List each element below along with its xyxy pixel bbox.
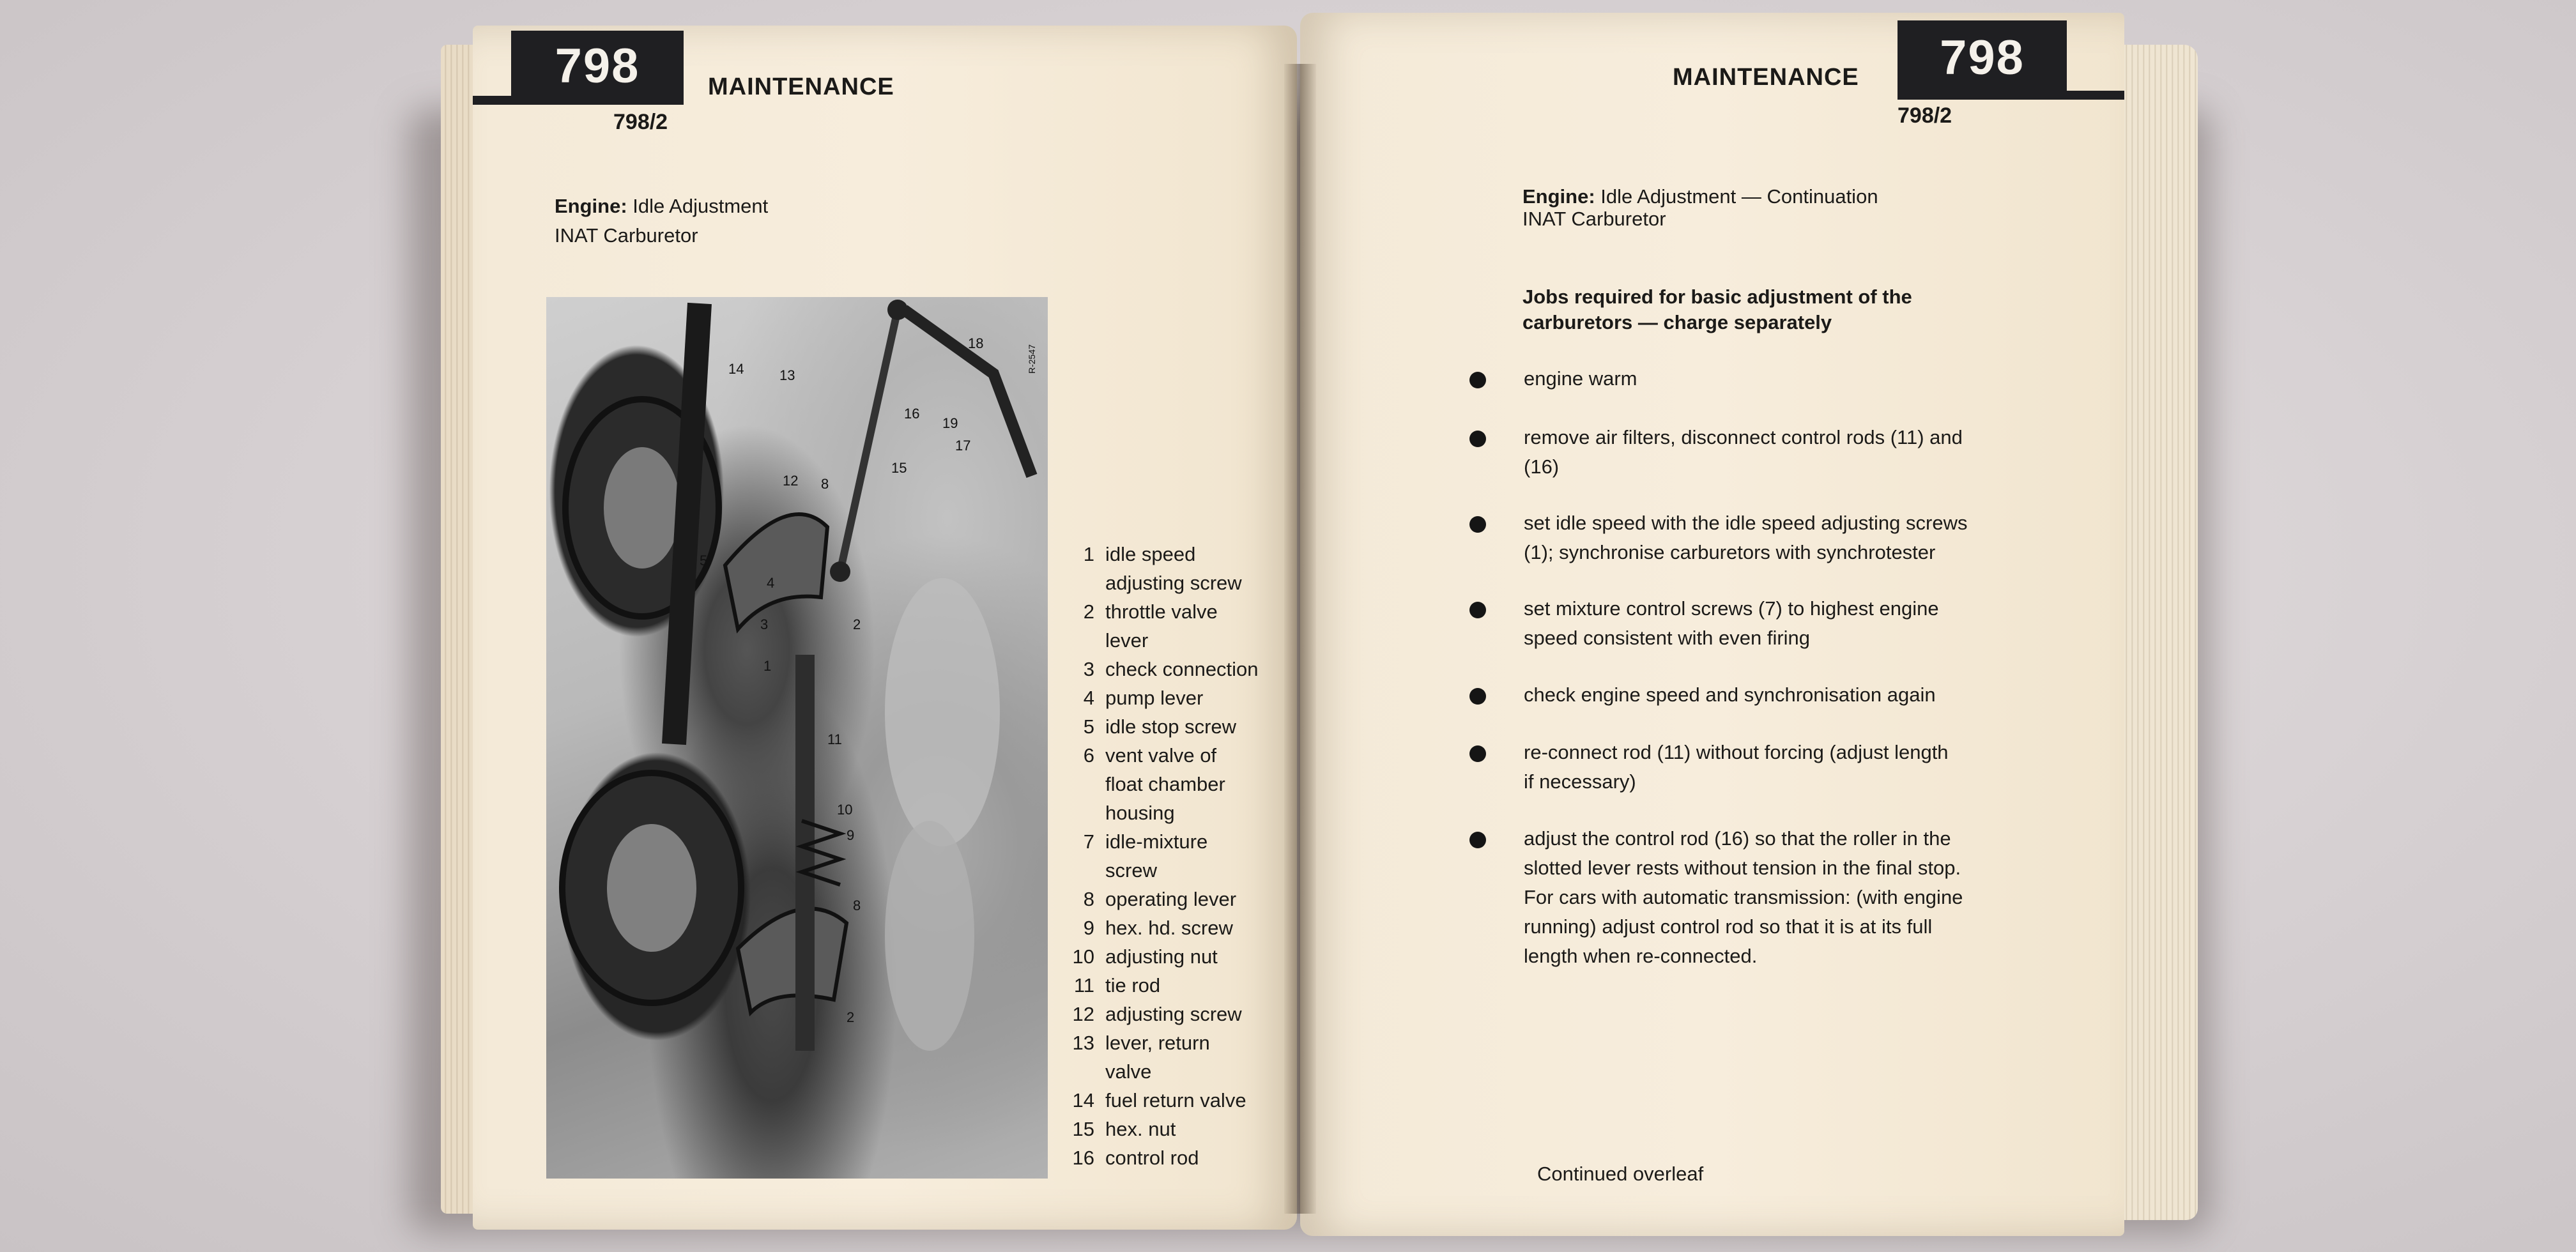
right-subtitle: INAT Carburetor	[1522, 208, 1666, 230]
bullet-dot	[1469, 516, 1486, 533]
legend-item-12: 12 adjusting screw	[1072, 1003, 1242, 1025]
left-tab-bar	[473, 96, 684, 105]
bullet-text: set idle speed with the idle speed adjusting screws (1); synchronise carburetors with synchrotester	[1524, 512, 1968, 563]
legend-item-7: 7 idle-mixture	[1083, 830, 1208, 853]
legend-item-6-cont-b: housing	[1105, 802, 1175, 824]
legend-item-15: 15 hex. nut	[1072, 1118, 1176, 1140]
callout-17: 17	[955, 438, 971, 454]
lower-carburetor-throat	[607, 824, 696, 952]
manifold	[885, 578, 1000, 846]
carburetor-photo	[546, 297, 1048, 1179]
legend-item-6-cont-a: float chamber	[1105, 773, 1225, 795]
rod-joint-bottom	[830, 561, 850, 582]
bullet-text: adjust the control rod (16) so that the roller in the slotted lever rests without tension in the final stop. For cars with automatic transmission: (with engine running) adjust control rod so that it is at its full length when re-connected.	[1524, 827, 1963, 967]
right-title-text: Idle Adjustment — Continuation	[1600, 185, 1878, 208]
callout-1: 1	[763, 658, 772, 674]
right-tab-bar	[1897, 91, 2124, 100]
legend-item-8: 8 operating lever	[1083, 888, 1237, 910]
jobs-heading-line-1: Jobs required for basic adjustment of the	[1522, 286, 1912, 308]
lower-lever	[738, 909, 847, 1013]
parts-legend	[1051, 540, 1294, 1172]
continued-overleaf: Continued overleaf	[1537, 1163, 1704, 1185]
legend-item-9: 9 hex. hd. screw	[1083, 917, 1233, 939]
callout-9: 9	[847, 827, 855, 843]
fuel-line	[674, 303, 700, 744]
callout-4: 4	[767, 575, 775, 591]
callout-8a: 8	[821, 476, 829, 492]
callout-8b: 8	[853, 897, 861, 913]
bullet-text: set mixture control screws (7) to highest engine speed consistent with even firing	[1524, 597, 1939, 649]
callout-14: 14	[728, 361, 744, 377]
bullet-dot	[1469, 832, 1486, 848]
legend-item-6: 6 vent valve of	[1083, 744, 1217, 767]
control-rod	[840, 310, 898, 572]
legend-item-5: 5 idle stop screw	[1083, 715, 1237, 738]
callout-3: 3	[760, 616, 769, 632]
callout-13: 13	[779, 367, 795, 383]
bullet-dot	[1469, 372, 1486, 388]
right-sub-number: 798/2	[1897, 103, 1952, 128]
legend-item-1-cont: adjusting screw	[1105, 572, 1242, 594]
right-title-label: Engine:	[1522, 185, 1595, 208]
legend-item-4: 4 pump lever	[1083, 687, 1204, 709]
left-title-text: Idle Adjustment	[632, 195, 769, 217]
legend-item-14: 14 fuel return valve	[1072, 1089, 1246, 1111]
legend-item-13-cont: valve	[1105, 1060, 1152, 1083]
legend-item-2-cont: lever	[1105, 629, 1149, 652]
legend-item-11: 11 tie rod	[1073, 974, 1161, 996]
bullet-text: re-connect rod (11) without forcing (adjust length if necessary)	[1524, 741, 1949, 793]
right-page-tab: 798	[1897, 20, 2067, 95]
legend-item-3: 3 check connection	[1083, 658, 1259, 680]
upper-carburetor-throat	[604, 447, 680, 569]
bullet-dot	[1469, 688, 1486, 705]
left-subtitle: INAT Carburetor	[555, 224, 698, 247]
jobs-heading-line-2: carburetors — charge separately	[1522, 311, 1832, 333]
left-page-tab: 798	[511, 31, 684, 101]
callout-18: 18	[968, 335, 984, 351]
carburetor-illustration	[546, 297, 1048, 1179]
legend-item-13: 13 lever, return	[1072, 1032, 1210, 1054]
right-section-heading: MAINTENANCE	[1673, 64, 1859, 91]
callout-12: 12	[783, 473, 799, 489]
bullet-text: engine warm	[1524, 367, 1637, 390]
bullet-dot	[1469, 431, 1486, 447]
callout-2b: 2	[847, 1009, 855, 1025]
upper-lever	[725, 514, 827, 629]
bullet-dot	[1469, 745, 1486, 762]
callout-11: 11	[827, 731, 842, 747]
callout-15: 15	[891, 460, 907, 476]
intake-runner	[885, 821, 974, 1051]
left-title	[555, 192, 768, 221]
left-section-heading: MAINTENANCE	[708, 73, 894, 100]
callout-19: 19	[942, 415, 958, 431]
callout-2a: 2	[853, 616, 861, 632]
bullet-dot	[1469, 602, 1486, 618]
left-title-label: Engine:	[555, 195, 627, 217]
tie-rod	[795, 655, 815, 1051]
left-sub-number: 798/2	[613, 110, 668, 134]
legend-item-16: 16 control rod	[1072, 1147, 1199, 1169]
legend-item-7-cont: screw	[1105, 859, 1157, 882]
legend-item-2: 2 throttle valve	[1083, 600, 1218, 623]
bullet-text: check engine speed and synchronisation again	[1524, 683, 1936, 706]
bullet-text: remove air filters, disconnect control rods (11) and (16)	[1524, 426, 1963, 478]
callout-5: 5	[700, 553, 708, 569]
book-gutter	[1284, 64, 1316, 1214]
callout-16: 16	[904, 406, 920, 422]
photo-reference: R-2547	[1027, 344, 1037, 374]
callout-10: 10	[837, 802, 853, 818]
legend-item-10: 10 adjusting nut	[1072, 945, 1218, 968]
legend-item-1: 1 idle speed	[1083, 543, 1196, 565]
